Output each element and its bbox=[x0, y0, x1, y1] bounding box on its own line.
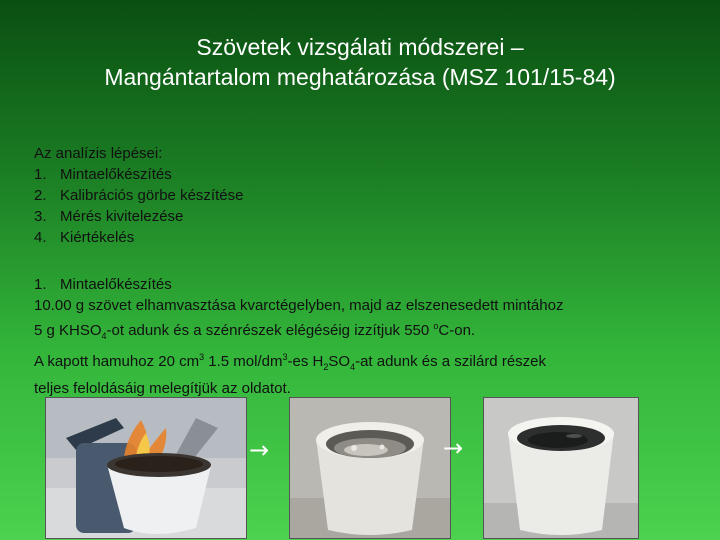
subscript: 4 bbox=[350, 362, 356, 372]
text-run: 5 g KHSO bbox=[34, 322, 102, 339]
superscript: 3 bbox=[199, 352, 205, 362]
step-number: 2. bbox=[34, 187, 47, 204]
list-item bbox=[34, 185, 243, 206]
photo-crucible-ash bbox=[289, 397, 451, 539]
crucible-solution-image bbox=[484, 398, 638, 538]
photo-crucible-burning bbox=[45, 397, 247, 539]
title-line-2: Mangántartalom meghatározása (MSZ 101/15-84) bbox=[104, 64, 616, 90]
arrow-1: → bbox=[249, 436, 270, 464]
text-run: 1.5 mol/dm bbox=[204, 353, 283, 370]
step-number: 4. bbox=[34, 229, 47, 246]
step-label: Kiértékelés bbox=[60, 229, 135, 246]
title-line-1: Szövetek vizsgálati módszerei – bbox=[196, 34, 524, 60]
arrow-2: → bbox=[443, 434, 464, 462]
superscript: 3 bbox=[282, 352, 288, 362]
crucible-ash-image bbox=[290, 398, 450, 538]
detail-line-2 bbox=[34, 316, 694, 347]
list-item bbox=[34, 206, 243, 227]
text-run: SO bbox=[328, 353, 351, 370]
slide-title bbox=[0, 32, 720, 92]
list-item bbox=[34, 227, 243, 248]
detail-heading-label: Mintaelőkészítés bbox=[60, 276, 172, 293]
crucible-burning-image bbox=[46, 398, 246, 538]
detail-heading-number: 1. bbox=[34, 276, 47, 293]
list-item bbox=[34, 164, 243, 185]
text-run: -at adunk és a szilárd részek bbox=[355, 353, 546, 370]
detail-line-3 bbox=[34, 347, 694, 378]
detail-line-1: 10.00 g szövet elhamvasztása kvarctégelyben, majd az elszenesedett mintához bbox=[34, 297, 564, 314]
subscript: 4 bbox=[101, 331, 107, 341]
detail-heading bbox=[34, 274, 694, 295]
step-label: Kalibrációs görbe készítése bbox=[60, 187, 244, 204]
superscript: o bbox=[433, 321, 439, 331]
step-number: 1. bbox=[34, 166, 47, 183]
steps-list bbox=[34, 164, 243, 248]
analysis-steps bbox=[34, 143, 243, 248]
text-run: -es H bbox=[287, 353, 324, 370]
text-run: A kapott hamuhoz 20 cm bbox=[34, 353, 200, 370]
steps-intro: Az analízis lépései: bbox=[34, 145, 163, 162]
photo-crucible-solution bbox=[483, 397, 639, 539]
text-run: C-on. bbox=[438, 322, 476, 339]
step-label: Mérés kivitelezése bbox=[60, 208, 184, 225]
step-label: Mintaelőkészítés bbox=[60, 166, 172, 183]
text-run: -ot adunk és a szénrészek elégéséig izzítjuk 550 bbox=[106, 322, 434, 339]
step-number: 3. bbox=[34, 208, 47, 225]
sample-prep-detail bbox=[34, 274, 694, 399]
detail-line-4: teljes feloldásáig melegítjük az oldatot. bbox=[34, 380, 291, 397]
subscript: 2 bbox=[323, 362, 329, 372]
